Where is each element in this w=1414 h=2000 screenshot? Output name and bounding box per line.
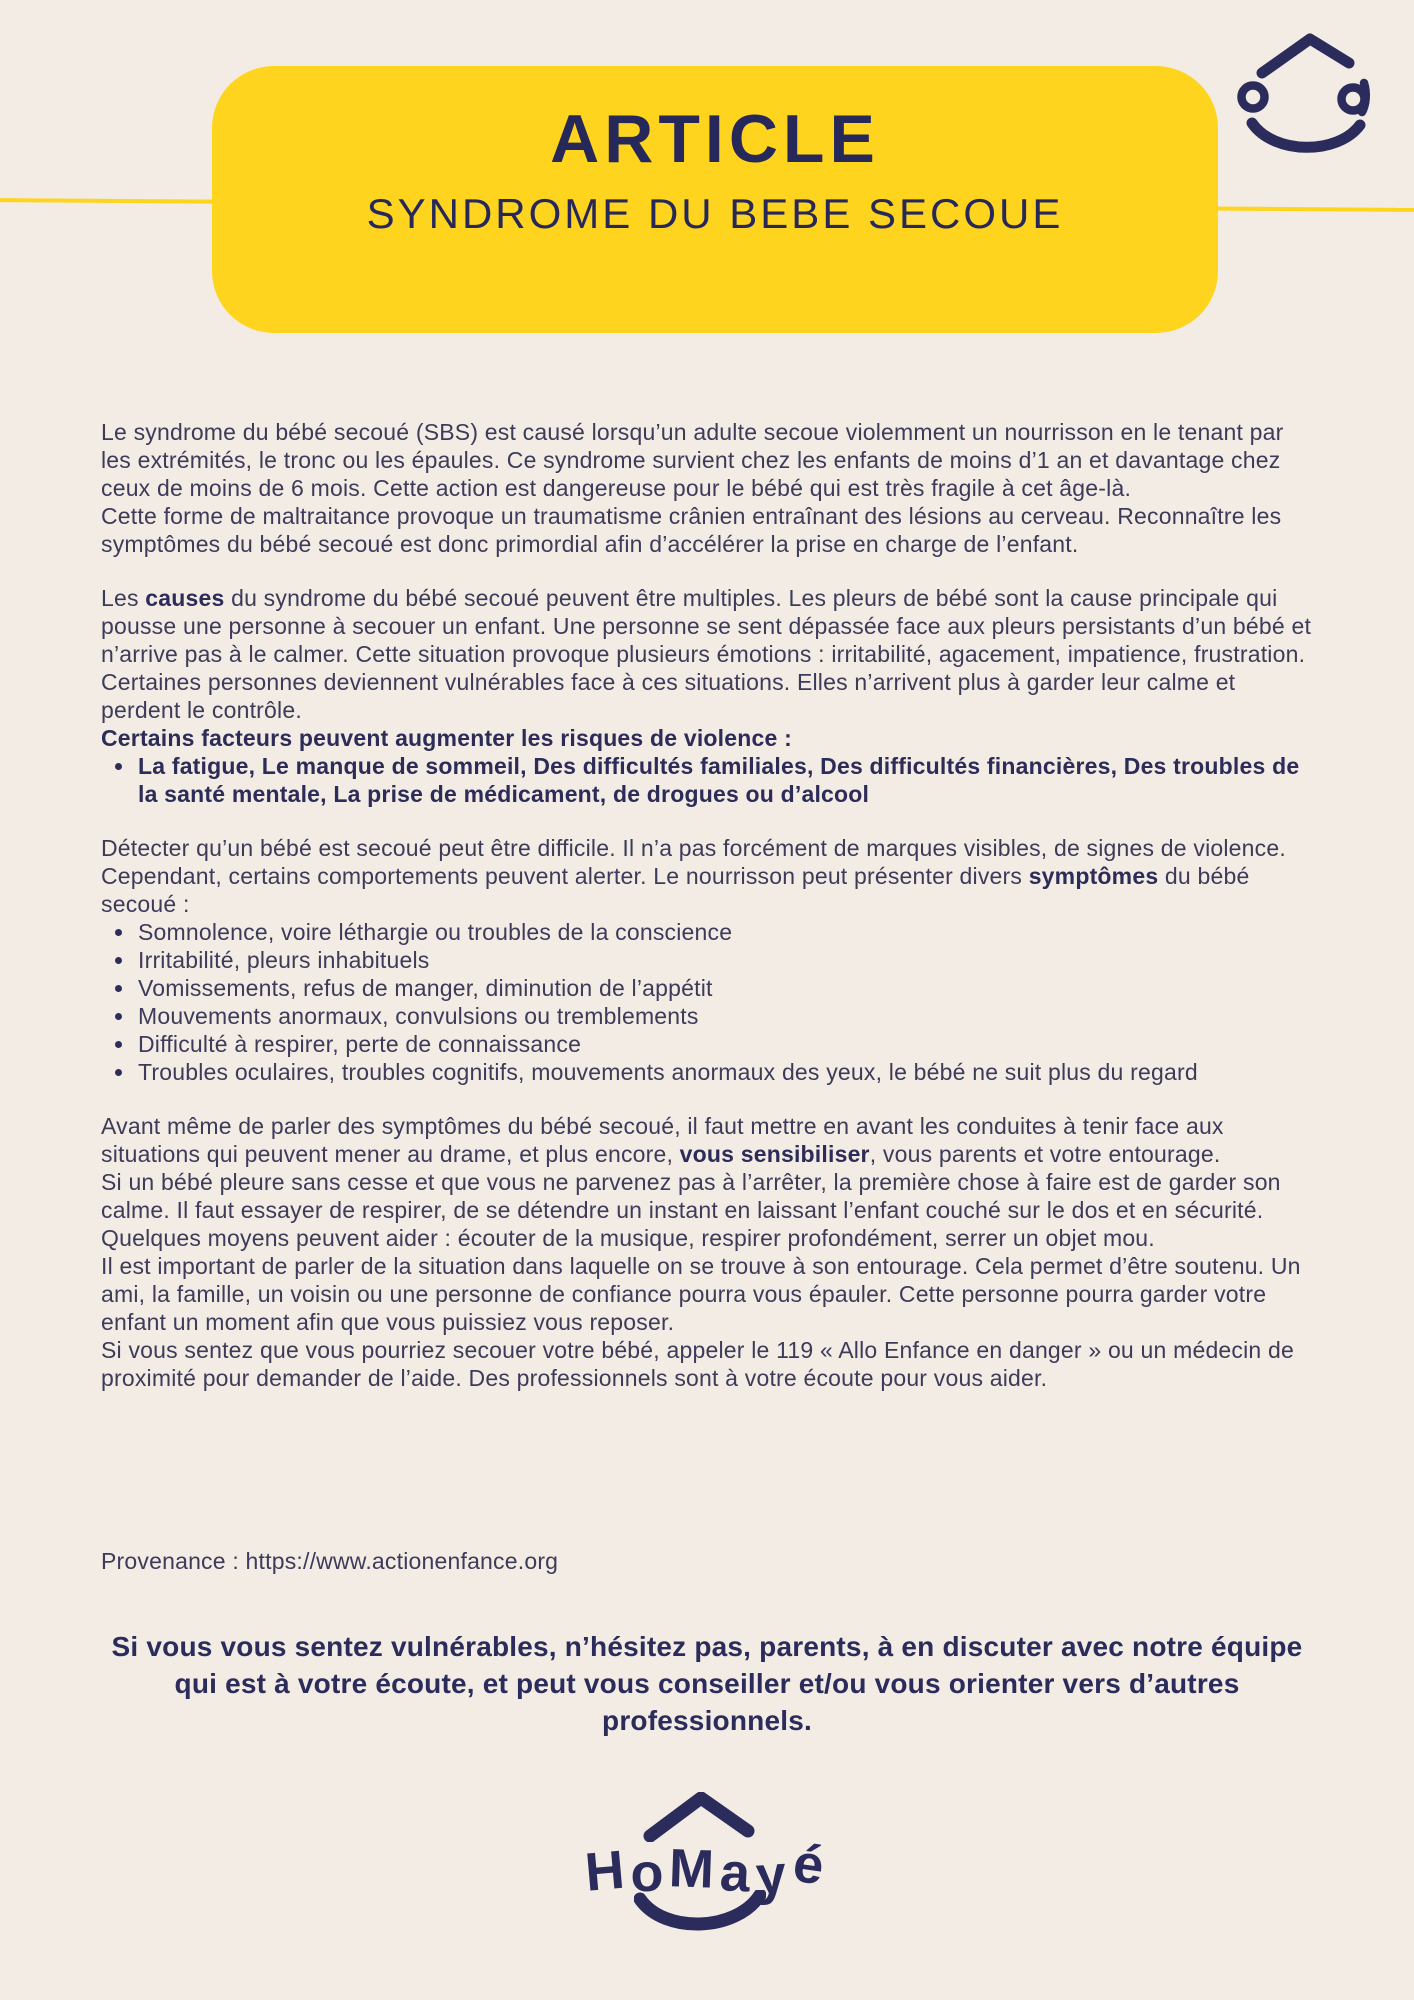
wordmark-letter: M [668,1838,722,1900]
paragraph-maltraitance: Cette forme de maltraitance provoque un traumatisme crânien entraînant des lésions au cerveau. Reconnaître les symptômes du bébé secoué est donc primordial afin d’accélérer la prise en charge de l’enfant. [101,503,1282,557]
paragraph-entourage: Il est important de parler de la situation dans laquelle on se trouve à son entourage. Cela permet d’être soutenu. Un ami, la famille, un voisin ou une personne de confiance pourra vous épauler. Cette personne pourra garder votre enfant un moment afin que vous puissiez vous reposer. [101,1253,1301,1335]
causes-text-after: du syndrome du bébé secoué peuvent être multiples. Les pleurs de bébé sont la cause principale qui pousse une personne à secouer un enfant. Une personne se sent dépassée face aux pleurs persistants d’un bébé et n’arrive pas à le calmer. Cette situation provoque plusieurs émotions : irritabilité, agacement, impatience, frustration. Certaines personnes deviennent vulnérables face à ces situations. Elles n’arrivent plus à garder leur calme et perdent le contrôle. [101,585,1312,723]
symptom-item: Difficulté à respirer, perte de connaissance [101,1030,1313,1058]
footer-roof-icon [640,1792,760,1842]
header-banner [212,66,1218,333]
symptom-item: Mouvements anormaux, convulsions ou tremblements [101,1002,1313,1030]
article-body [101,418,1313,1392]
symptom-item: Troubles oculaires, troubles cognitifs, mouvements anormaux des yeux, le bébé ne suit plus du regard [101,1058,1313,1086]
paragraph-definition: Le syndrome du bébé secoué (SBS) est causé lorsqu’un adulte secoue violemment un nourrisson en le tenant par les extrémités, le tronc ou les épaules. Ce syndrome survient chez les enfants de moins d’1 an et davantage chez ceux de moins de 6 mois. Cette action est dangereuse pour le bébé qui est très fragile à cet âge-là. [101,419,1284,501]
provenance-label: Provenance : [101,1548,246,1574]
wordmark-letter: o [630,1843,670,1903]
detect-text-before: Détecter qu’un bébé est secoué peut être difficile. Il n’a pas forcément de marques visibles, de signes de violence. Cependant, certains comportements peuvent alerter. Le nourrisson peut présenter divers [101,835,1286,889]
symptomes-bold: symptômes [1028,863,1159,889]
causes-bold: causes [145,585,225,611]
roof-icon [1262,39,1349,73]
provenance [101,1548,558,1575]
symptom-item: Irritabilité, pleurs inhabituels [101,946,1313,974]
paragraph-detecter [101,834,1313,918]
homaye-face-icon [1234,31,1378,159]
smile-icon [1252,123,1360,147]
prevention-text-before: Avant même de parler des symptômes du bébé secoué, il faut mettre en avant les conduites à tenir face aux situations qui peuvent mener au drame, et plus encore, [101,1113,1224,1167]
footer-smile-icon [634,1890,766,1936]
factor-item: La fatigue, Le manque de sommeil, Des difficultés familiales, Des difficultés financières, Des troubles de la santé mentale, La prise de médicament, de drogues ou d’alcool [101,752,1313,808]
page-subtitle: SYNDROME DU BEBE SECOUE [366,190,1064,237]
sensibiliser-bold: vous sensibiliser [679,1141,870,1167]
factors-list [101,752,1313,808]
page-title: ARTICLE [550,101,880,177]
provenance-link[interactable]: https://www.actionenfance.org [245,1548,559,1574]
wordmark-letter: y [754,1843,795,1907]
right-eye-a-stem [1362,83,1366,112]
left-eye-o-icon [1242,86,1265,109]
causes-text-before: Les [101,585,146,611]
paragraph-prevention [101,1112,1313,1168]
symptoms-list [101,918,1313,1086]
closing-message: Si vous vous sentez vulnérables, n’hésitez pas, parents, à en discuter avec notre équipe qui est à votre écoute, et peut vous conseiller et/ou vous orienter vers d’autres professionnels. [111,1631,1303,1736]
symptom-item: Vomissements, refus de manger, diminution de l’appétit [101,974,1313,1002]
prevention-text-after: , vous parents et votre entourage. [869,1141,1221,1167]
paragraph-garder-calme: Si un bébé pleure sans cesse et que vous ne parvenez pas à l’arrêter, la première chose à faire est de garder son calme. Il faut essayer de respirer, de se détendre un instant en laissant l’enfant couché sur le dos et en sécurité. Quelques moyens peuvent aider : écouter de la musique, respirer profondément, serrer un objet mou. [101,1169,1281,1251]
factors-heading: Certains facteurs peuvent augmenter les risques de violence : [101,725,792,751]
detect-text-after: du bébé secoué : [101,863,1250,917]
paragraph-causes [101,584,1313,724]
wordmark-letter: é [789,1832,834,1898]
wordmark-letter: a [718,1842,759,1904]
wordmark-letter: H [583,1839,634,1903]
symptom-item: Somnolence, voire léthargie ou troubles de la conscience [101,918,1313,946]
paragraph-appeler-119: Si vous sentez que vous pourriez secouer votre bébé, appeler le 119 « Allo Enfance en danger » ou un médecin de proximité pour demander de l’aide. Des professionnels sont à votre écoute pour vous aider. [101,1337,1294,1391]
